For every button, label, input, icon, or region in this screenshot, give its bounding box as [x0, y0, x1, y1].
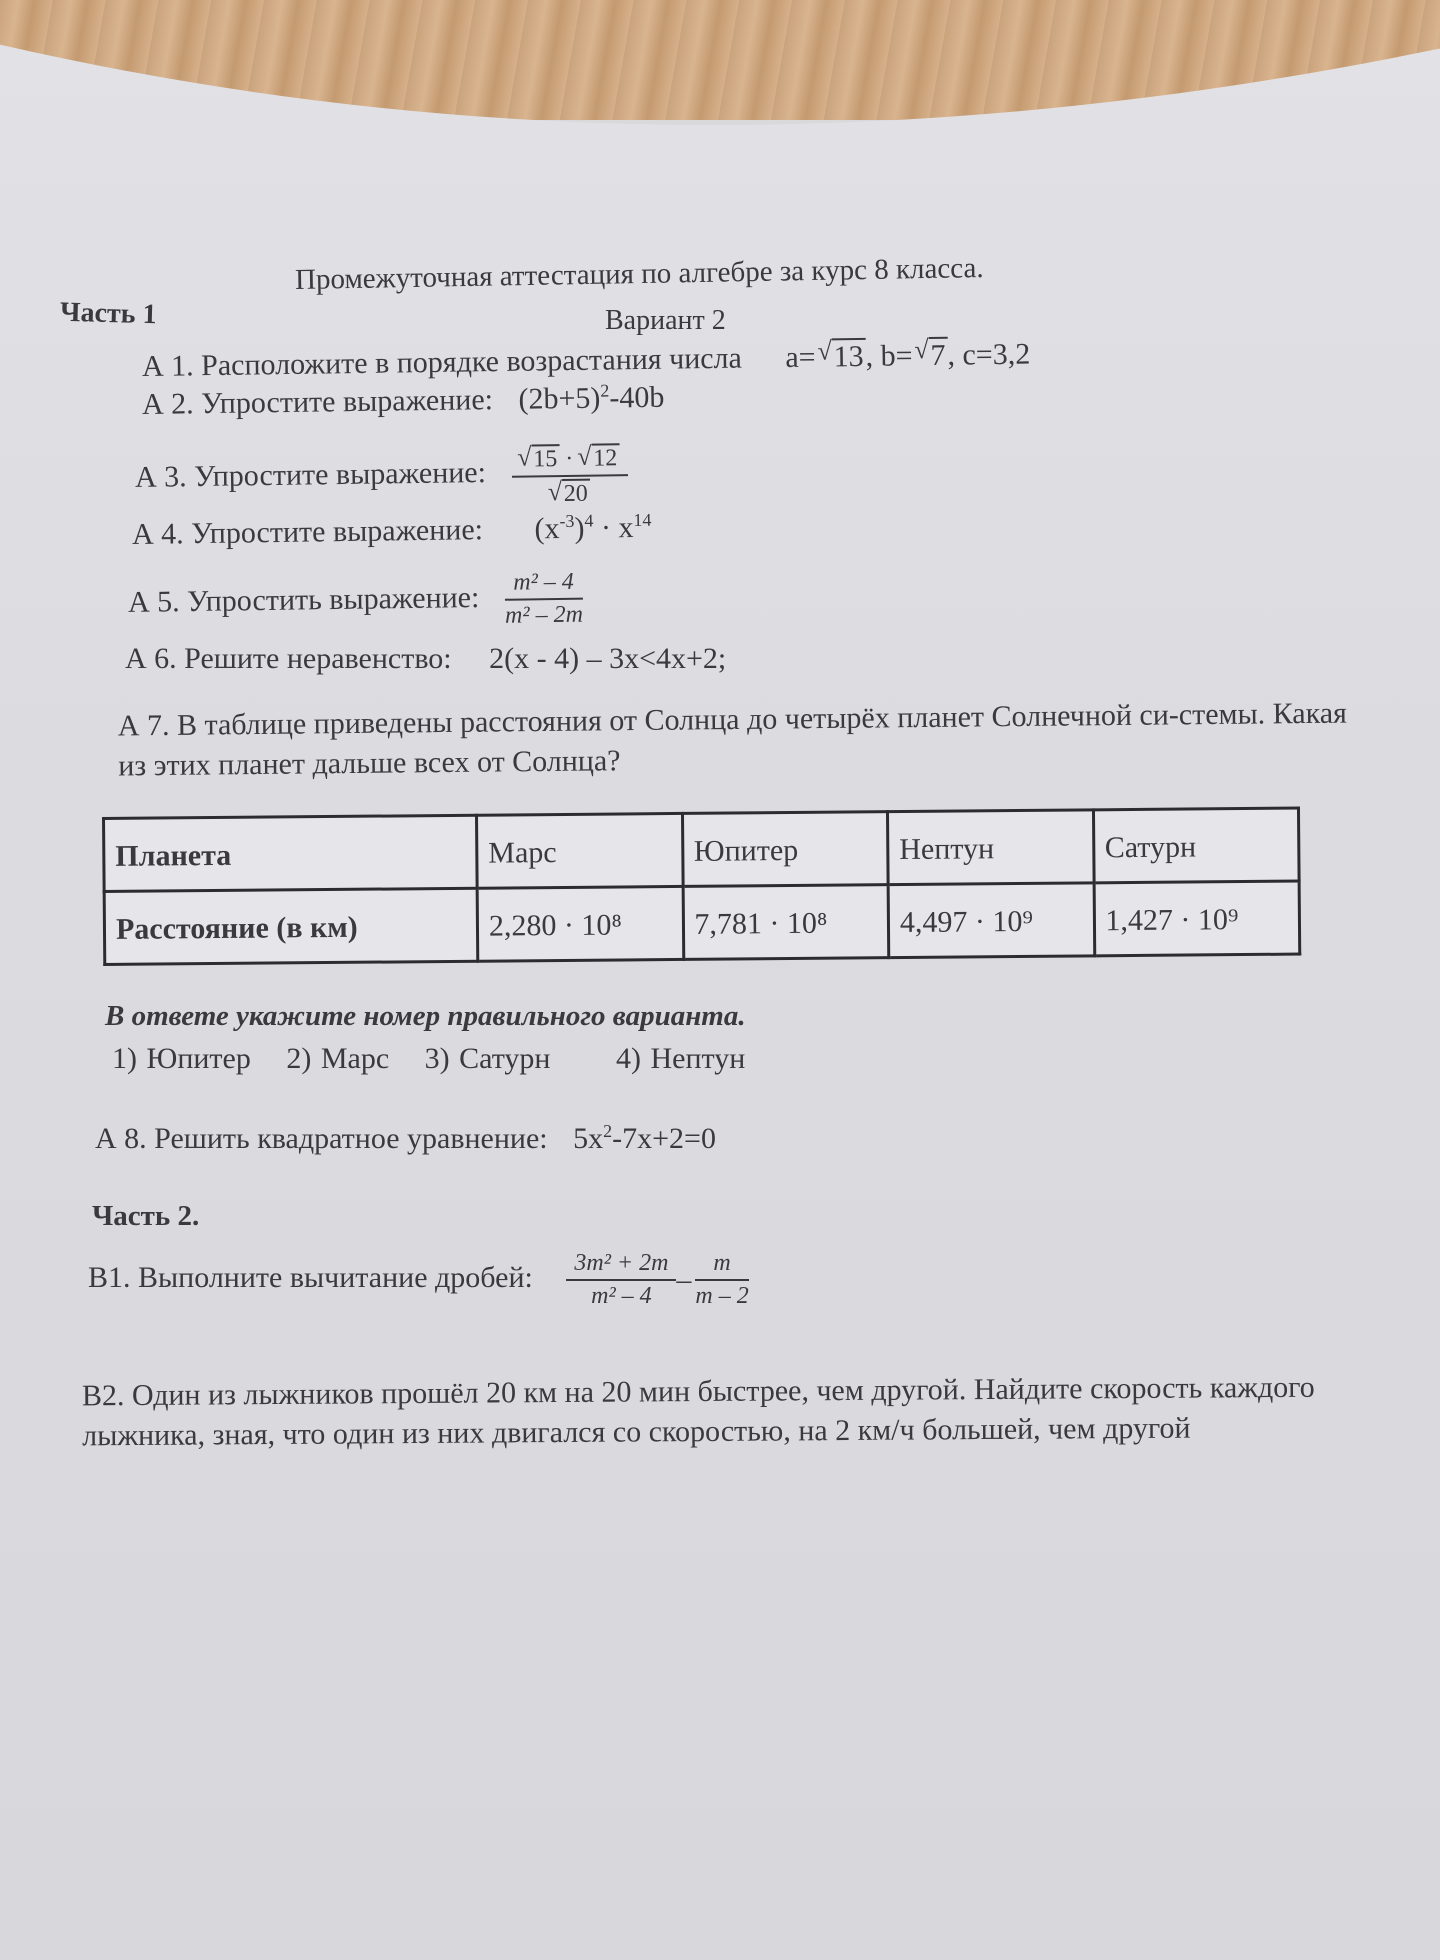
answer-option: 4) Нептун	[615, 1042, 746, 1075]
task-a3-fraction	[511, 443, 628, 509]
task-a6	[125, 642, 726, 676]
answer-option: 1) Юпитер	[112, 1042, 251, 1075]
task-a2-base: (2b+5)	[518, 381, 601, 416]
task-a3	[135, 441, 628, 512]
task-a1-expression	[785, 336, 1030, 375]
task-a3-label: А 3. Упростите выражение:	[134, 455, 487, 494]
answer-option: 3) Сатурн	[424, 1042, 551, 1075]
task-a6-expression: 2(x - 4) – 3x<4x+2;	[489, 642, 727, 675]
task-a4	[132, 511, 652, 552]
table-cell: 4,497 · 10⁹	[888, 883, 1094, 958]
task-b1-numerator-1: 3m² + 2m	[566, 1250, 676, 1281]
task-a1-c: , c=3,2	[947, 337, 1031, 372]
variant-label: Вариант 2	[605, 305, 726, 336]
task-a1-a: a=	[785, 340, 816, 375]
answer-hint: В ответе укажите номер правильного варианта.	[105, 1000, 746, 1032]
table-cell: Марс	[476, 813, 682, 888]
task-a7: А 7. В таблице приведены расстояния от Солнца до четырёх планет Солнечной си-стемы. Какая из этих планет дальше всех от Солнца?	[117, 696, 1348, 783]
table-cell: 2,280 · 10⁸	[477, 886, 683, 961]
dot-operator: ·	[559, 445, 580, 473]
task-a5-fraction	[504, 569, 583, 630]
answer-option: 2) Марс	[286, 1042, 390, 1075]
table-row	[104, 881, 1300, 964]
table-header-planet: Планета	[104, 815, 478, 891]
task-a5-numerator: m² – 4	[504, 569, 582, 601]
task-a4-exp3: 14	[633, 509, 652, 530]
task-a2	[142, 381, 665, 422]
task-b1-denominator-2: m – 2	[695, 1283, 749, 1309]
task-a8-base: 5x	[573, 1122, 604, 1155]
task-a4-mid: · x	[593, 510, 634, 545]
task-a1-label: А 1. Расположите в порядке возрастания числа	[141, 341, 743, 383]
task-a5-denominator: m² – 2m	[504, 601, 584, 629]
page-title: Промежуточная аттестация по алгебре за курс 8 класса.	[294, 251, 984, 297]
task-a2-tail: -40b	[609, 380, 665, 415]
task-a1-b: , b=	[865, 339, 913, 373]
task-a4-exp2: 4	[584, 510, 594, 531]
planet-distance-table	[102, 807, 1301, 966]
task-a5	[128, 569, 584, 635]
task-a6-label: А 6. Решите неравенство:	[125, 642, 452, 675]
table-cell: Нептун	[887, 810, 1093, 885]
task-a8	[95, 1122, 716, 1156]
task-b2: В2. Один из лыжников прошёл 20 км на 20 мин быстрее, чем другой. Найдите скорость каждого лыжника, зная, что один из них двигался со скоростью, на 2 км/ч большей, чем другой	[81, 1370, 1315, 1453]
task-a8-expression	[573, 1122, 716, 1156]
answer-options	[112, 1042, 771, 1076]
task-a4-close: )	[574, 511, 585, 545]
task-a8-tail: -7x+2=0	[612, 1122, 716, 1155]
part2-heading: Часть 2.	[92, 1200, 200, 1232]
task-a4-base: (x	[534, 512, 560, 546]
table-row	[104, 808, 1300, 891]
table-cell: Юпитер	[682, 812, 888, 887]
part1-heading: Часть 1	[59, 296, 157, 331]
sqrt-15: √ 15	[531, 444, 559, 473]
task-b1-numerator-2: m	[695, 1250, 748, 1281]
table-header-distance: Расстояние (в км)	[104, 888, 478, 964]
task-a4-label: А 4. Упростите выражение:	[131, 513, 484, 551]
minus-operator: –	[676, 1263, 692, 1296]
task-a8-label: А 8. Решить квадратное уравнение:	[95, 1122, 548, 1155]
table-cell: 1,427 · 10⁹	[1094, 881, 1300, 956]
task-a2-expression	[518, 381, 664, 417]
task-a2-label: А 2. Упростите выражение:	[141, 383, 494, 421]
task-a4-expression	[534, 511, 651, 547]
task-b1-fraction-2	[695, 1250, 748, 1310]
task-b1-fraction-1	[566, 1250, 676, 1310]
task-a5-label: А 5. Упростить выражение:	[127, 580, 480, 619]
task-b1-label: В1. Выполните вычитание дробей:	[88, 1260, 533, 1294]
sqrt-20: √ 20	[562, 479, 590, 508]
table-cell: 7,781 · 10⁸	[683, 885, 889, 960]
sqrt-13: √ 13	[831, 338, 865, 374]
task-a4-exp1: -3	[559, 510, 575, 532]
task-a8-exponent: 2	[603, 1121, 613, 1141]
table-cell: Сатурн	[1093, 808, 1299, 883]
sqrt-12: √ 12	[591, 443, 619, 472]
sqrt-7: √ 7	[928, 337, 948, 373]
task-b1-denominator-1: m² – 4	[591, 1283, 652, 1309]
task-b1	[88, 1250, 749, 1310]
task-a2-exponent: 2	[600, 380, 610, 401]
